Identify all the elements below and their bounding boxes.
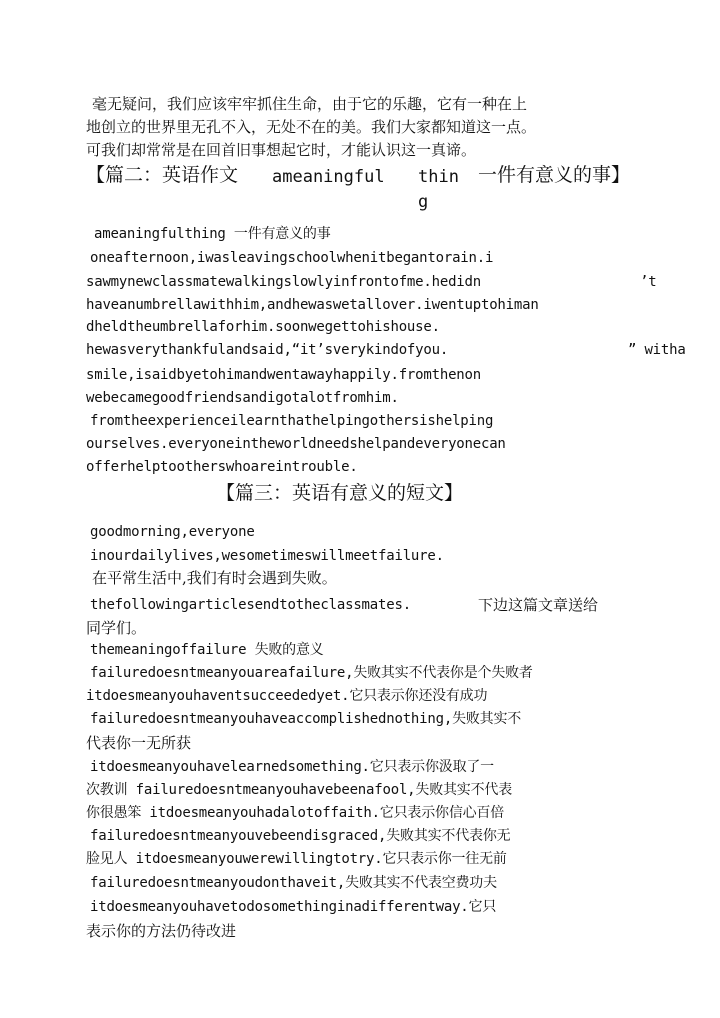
- section3-line: thefollowingarticlesendtotheclassmates.: [90, 597, 411, 613]
- section3-line: failuredoesntmeanyouareafailure,失败其实不代表你是个失败者: [90, 665, 533, 681]
- section2-line: webecamegoodfriendsandigotalotfromhim.: [86, 390, 399, 406]
- intro-line-3: 可我们却常常是在回首旧事想起它时，才能认识这一真谛。: [86, 141, 477, 159]
- section3-line: 脸见人 itdoesmeanyouwerewillingtotry.它只表示你一往无前: [86, 851, 507, 867]
- section3-line: 次教训 failuredoesntmeanyouhavebeenafool,失败其实不代表: [86, 782, 513, 798]
- section3-line: inourdailylives,wesometimeswillmeetfailure.: [90, 548, 444, 564]
- section3-line: 同学们。: [86, 619, 147, 637]
- section2-line: ourselves.everyoneintheworldneedshelpandeveryonecan: [86, 436, 506, 452]
- section3-heading: 【篇三：英语有意义的短文】: [216, 482, 464, 504]
- section3-line: failuredoesntmeanyoudonthaveit,失败其实不代表空费功夫: [90, 875, 497, 891]
- section3-line: 你很愚笨 itdoesmeanyouhadalotoffaith.它只表示你信心百倍: [86, 805, 505, 821]
- section2-line: offerhelptootherswhoareintrouble.: [86, 459, 358, 475]
- section2-heading-wrap: g: [418, 192, 429, 212]
- section2-line: sawmynewclassmatewalkingslowlyinfrontofme.hedidn: [86, 274, 481, 290]
- section2-line: dheldtheumbrellaforhim.soonwegettohishouse.: [86, 319, 440, 335]
- intro-line-1: 毫无疑问，我们应该牢牢抓住生命，由于它的乐趣，它有一种在上: [92, 95, 528, 113]
- section3-line: 代表你一无所获: [86, 734, 192, 752]
- section2-heading-part-b: ameaningful: [272, 167, 385, 187]
- section2-line: fromtheexperienceilearnthathelpingothersishelping: [90, 413, 494, 429]
- section3-line-tail: 下边这篇文章送给: [478, 596, 599, 614]
- section2-line: hewasverythankfulandsaid,“it’sverykindofyou.: [86, 342, 449, 358]
- section2-heading-part-d: 一件有意义的事】: [478, 164, 631, 186]
- section3-line: failuredoesntmeanyouvebeendisgraced,失败其实不代表你无: [90, 828, 511, 844]
- section2-line: smile,isaidbyetohimandwentawayhappily.fromthenon: [86, 367, 481, 383]
- intro-line-2: 地创立的世界里无孔不入，无处不在的美。我们大家都知道这一点。: [86, 118, 537, 136]
- section2-line-tail: ’t: [640, 274, 657, 290]
- section2-heading-part-a: 【篇二：英语作文: [86, 164, 239, 186]
- section3-line: itdoesmeanyouhaventsucceededyet.它只表示你还没有成功: [86, 688, 488, 704]
- section2-line: haveanumbrellawithhim,andhewaswetallover.iwentuptohiman: [86, 297, 539, 313]
- section3-line: 在平常生活中,我们有时会遇到失败。: [92, 569, 337, 587]
- section3-line: goodmorning,everyone: [90, 524, 255, 540]
- section2-line: ameaningfulthing 一件有意义的事: [94, 226, 331, 242]
- section2-line-tail: ” witha: [628, 342, 686, 358]
- section2-heading-part-c: thin: [418, 167, 459, 187]
- section2-line: oneafternoon,iwasleavingschoolwhenitbegantorain.i: [90, 250, 494, 266]
- section3-line: themeaningoffailure 失败的意义: [90, 642, 324, 658]
- section3-line: 表示你的方法仍待改进: [86, 922, 237, 940]
- section3-line: itdoesmeanyouhavetodosomethinginadifferentway.它只: [90, 899, 497, 915]
- section3-line: failuredoesntmeanyouhaveaccomplishednothing,失败其实不: [90, 711, 522, 727]
- section3-line: itdoesmeanyouhavelearnedsomething.它只表示你汲取了一: [90, 759, 494, 775]
